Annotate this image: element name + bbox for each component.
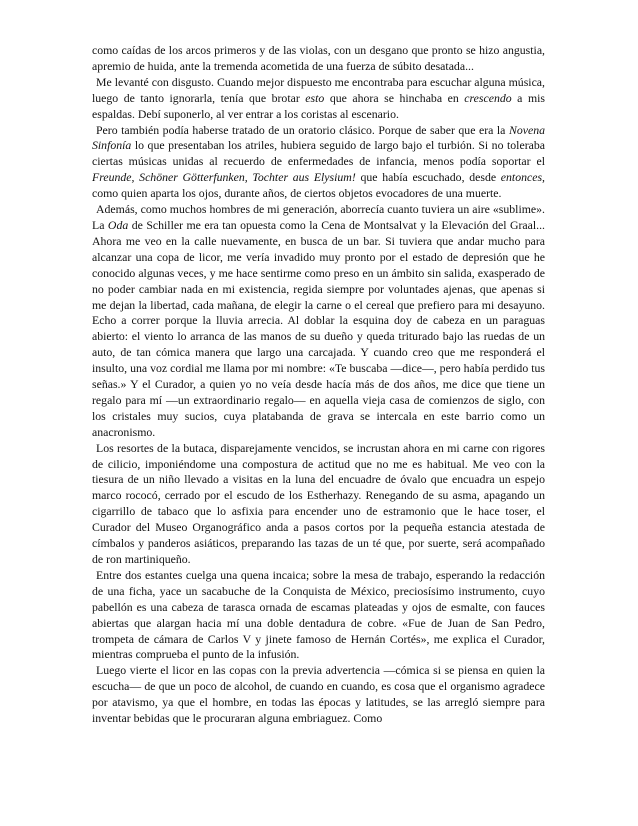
text-segment: Luego vierte el licor en las copas con la previa advertencia —cómica si se piensa en quien la escucha— de que un poco de alcohol, de cuando en cuando, es cosa que el organismo agradece por atavismo, ya que el hombre, en todas las épocas y latitudes, se las arregló siempre para inventar bebidas que le procuraran alguna embriaguez. Como xyxy=(92,663,545,726)
text-segment: Los resortes de la butaca, disparejamente vencidos, se incrustan ahora en mi carne con rigores de cilicio, imponiéndome una compostura de actitud que no me es habitual. Me veo con la tiesura de un niño llevado a visitas en la luna del encuadre de óvalo que encuadra un espejo marco rococó, cerrado por el escudo de los Estherhazy. Renegando de su asma, apagando un cigarrillo de tabaco que lo asfixia para encender uno de estramonio que le hace toser, el Curador del Museo Organográfico anda a pasos cortos por la pequeña estancia atestada de címbalos y panderos asiáticos, preparando las tazas de un té que, por suerte, será acompañado de ron martiniqueño. xyxy=(92,440,545,566)
text-segment: que ahora se hinchaba en xyxy=(324,90,465,105)
paragraph-3 xyxy=(92,123,545,203)
text-segment: como caídas de los arcos primeros y de las violas, con un desgano que pronto se hizo angustia, apremio de huida, ante la tremenda acometida de una fuerza de súbito desatada... xyxy=(92,43,545,73)
italic-segment: Freunde, Schöner Götterfunken, Tochter aus Elysium! xyxy=(92,170,356,185)
text-segment: Pero también podía haberse tratado de un oratorio clásico. Porque de saber que era la xyxy=(96,122,509,137)
text-segment: de Schiller me era tan opuesta como la Cena de Montsalvat y la Elevación del Graal... Ahora me veo en la calle nuevamente, en busca de un bar. Si tuviera que andar mucho para alcanzar una copa de licor, me vería invadido muy pronto por el estado de depresión que he conocido algunas veces, y me hace sentirme como preso en un ámbito sin salida, exasperado de no poder cambiar nada en mi existencia, regida siempre por voluntades ajenas, que apenas si me dejan la libertad, cada mañana, de elegir la carne o el cereal que prefiero para mi desayuno. Echo a correr porque la lluvia arrecia. Al doblar la esquina doy de cabeza en un paraguas abierto: el viento lo arranca de las manos de su dueño y queda triturado bajo las ruedas de un auto, de tan cómica manera que largo una carcajada. Y cuando creo que me responderá el insulto, una voz cordial me llama por mi nombre: «Te buscaba —dice—, pero había perdido tus señas.» Y el Curador, a quien yo no veía desde hacía más de dos años, me dice que tiene un regalo para mí —un extraordinario regalo— en aquella vieja casa de comienzos de siglo, con los cristales muy sucios, cuya platabanda de grava se intercala en este barrio como un anacronismo. xyxy=(92,217,545,439)
italic-segment: esto xyxy=(305,90,325,105)
paragraph-2 xyxy=(92,75,545,123)
italic-segment: crescendo xyxy=(464,90,512,105)
body-text xyxy=(92,43,545,727)
text-segment: Además, como muchos hombres de mi generación, aborrecía cuanto tuviera un aire «sublime». La xyxy=(92,202,545,232)
paragraph-6 xyxy=(92,568,545,663)
text-segment: a mis espaldas. Debí suponerlo, al ver entrar a los coristas al escenario. xyxy=(92,90,545,121)
paragraph-7 xyxy=(92,663,545,727)
text-segment: Entre dos estantes cuelga una quena incaica; sobre la mesa de trabajo, esperando la redacción de una ficha, yace un sacabuche de la Conquista de México, preciosísimo instrumento, cuyo pabellón es una cabeza de tarasca ornada de escamas plateadas y ojos de esmalte, con fauces abiertas que alargan hacia mí una doble dentadura de cobre. «Fue de Juan de San Pedro, trompeta de cámara de Carlos V y jinete famoso de Hernán Cortés», me explica el Curador, mientras comprueba el punto de la infusión. xyxy=(92,567,545,662)
italic-segment: entonces, xyxy=(500,170,546,185)
italic-segment: Novena Sinfonía xyxy=(92,122,545,153)
paragraph-4 xyxy=(92,202,545,441)
text-segment: que había escuchado, desde xyxy=(355,170,501,185)
text-segment: Me levanté con disgusto. Cuando mejor dispuesto me encontraba para escuchar alguna música, luego de tanto ignorarla, tenía que brotar xyxy=(92,74,545,105)
text-segment: como quien aparta los ojos, durante años, de ciertos objetos evocadores de una muerte. xyxy=(92,186,502,201)
paragraph-5 xyxy=(92,441,545,568)
italic-segment: Oda xyxy=(107,217,129,232)
paragraph-1 xyxy=(92,43,545,75)
text-segment: lo que presentaban los atriles, hubiera seguido de largo bajo el turbión. Si no toleraba ciertas músicas unidas al recuerdo de enfermedades de infancia, menos podía soportar el xyxy=(92,138,545,169)
